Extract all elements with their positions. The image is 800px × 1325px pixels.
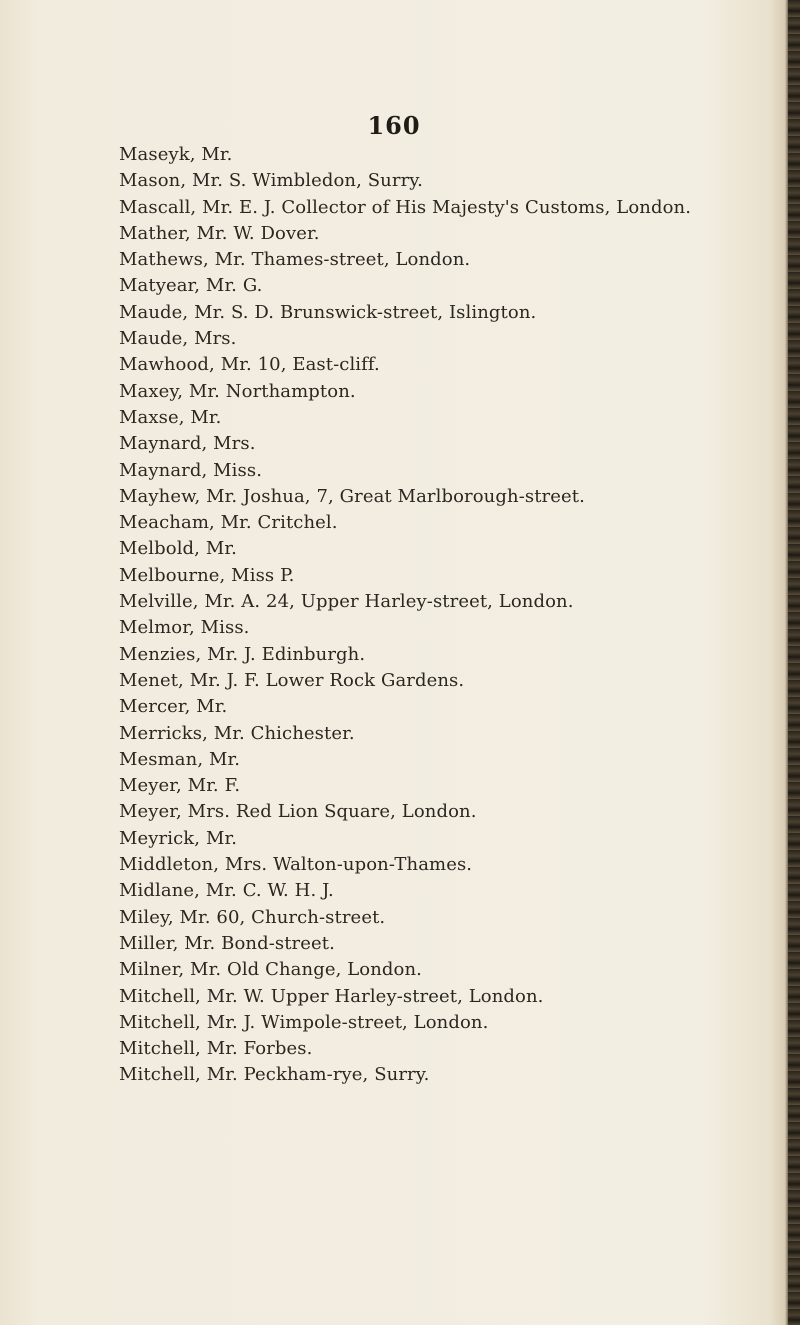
page-number: 160 — [367, 111, 421, 140]
list-item: Melville, Mr. A. 24, Upper Harley-street, London. — [119, 591, 574, 613]
list-item: Maude, Mr. S. D. Brunswick-street, Islington. — [119, 301, 537, 323]
list-item: Meyer, Mr. F. — [119, 775, 241, 797]
list-item: Maynard, Miss. — [119, 459, 263, 481]
list-item: Mitchell, Mr. Peckham-rye, Surry. — [119, 1064, 430, 1086]
list-item: Matyear, Mr. G. — [119, 275, 263, 297]
list-item: Melbold, Mr. — [119, 538, 237, 560]
list-item: Melbourne, Miss P. — [119, 564, 295, 586]
list-item: Maude, Mrs. — [119, 328, 237, 350]
list-item: Menet, Mr. J. F. Lower Rock Gardens. — [119, 669, 465, 691]
list-item: Miller, Mr. Bond-street. — [119, 932, 335, 954]
list-item: Meyrick, Mr. — [119, 827, 238, 849]
list-item: Maynard, Mrs. — [119, 433, 256, 455]
subscriber-list — [119, 142, 779, 1089]
list-item: Maxey, Mr. Northampton. — [119, 380, 356, 402]
page-edge-binding — [788, 0, 800, 1325]
list-item: Menzies, Mr. J. Edinburgh. — [119, 643, 366, 665]
list-item: Midlane, Mr. C. W. H. J. — [119, 880, 334, 902]
list-item: Mayhew, Mr. Joshua, 7, Great Marlborough-street. — [119, 485, 585, 507]
list-item: Mason, Mr. S. Wimbledon, Surry. — [119, 170, 423, 192]
list-item: Maxse, Mr. — [119, 406, 222, 428]
list-item: Miley, Mr. 60, Church-street. — [119, 906, 386, 928]
list-item: Mitchell, Mr. J. Wimpole-street, London. — [119, 1011, 489, 1033]
list-item: Milner, Mr. Old Change, London. — [119, 959, 422, 981]
list-item: Middleton, Mrs. Walton-upon-Thames. — [119, 854, 473, 876]
list-item: Maseyk, Mr. — [119, 144, 233, 165]
list-item: Merricks, Mr. Chichester. — [119, 722, 355, 744]
list-item: Melmor, Miss. — [119, 617, 250, 639]
list-item: Mascall, Mr. E. J. Collector of His Majesty's Customs, London. — [119, 196, 692, 218]
list-item: Meyer, Mrs. Red Lion Square, London. — [119, 801, 477, 823]
list-item: Mathews, Mr. Thames-street, London. — [119, 249, 471, 271]
list-item: Meacham, Mr. Critchel. — [119, 512, 338, 534]
list-item: Mawhood, Mr. 10, East-cliff. — [119, 354, 380, 376]
list-item: Mesman, Mr. — [119, 748, 241, 770]
list-item: Mercer, Mr. — [119, 696, 228, 718]
list-item: Mather, Mr. W. Dover. — [119, 222, 320, 244]
list-item: Mitchell, Mr. Forbes. — [119, 1038, 313, 1060]
list-item: Mitchell, Mr. W. Upper Harley-street, London. — [119, 985, 544, 1007]
